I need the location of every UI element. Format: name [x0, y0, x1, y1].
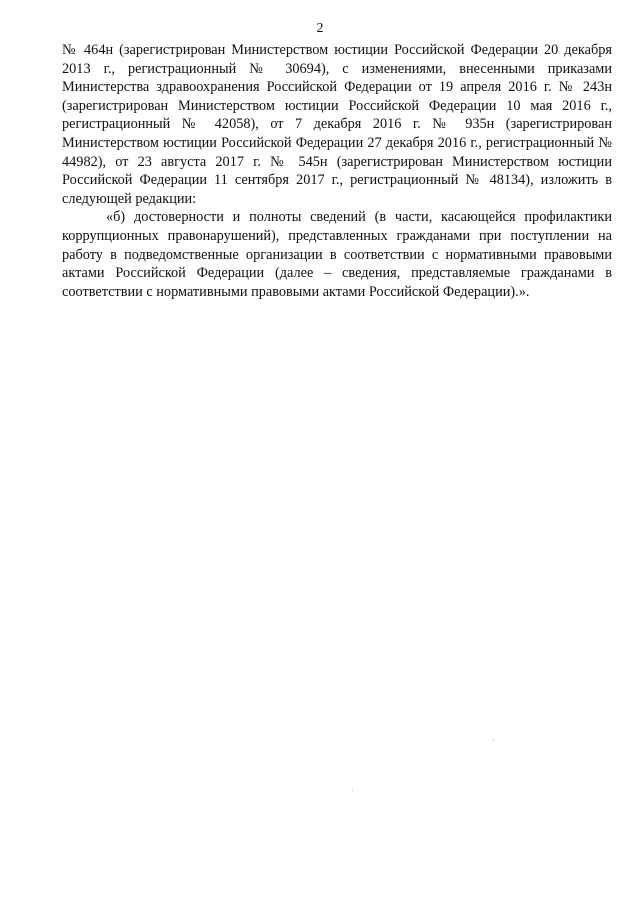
paragraph-continuation: № 464н (зарегистрирован Министерством юстиции Российской Федерации 20 декабря 2013 г., регистрационный № 30694), с изменениями, внесенными приказами Министерства здравоохранения Российской Федерации от 19 апреля 2016 г. № 243н (зарегистрирован Министерством юстиции Российской Федерации 10 мая 2016 г., регистрационный № 42058), от 7 декабря 2016 г. № 935н (зарегистрирован Министерством юстиции Российской Федерации 27 декабря 2016 г., регистрационный № 44982), от 23 августа 2017 г. № 545н (зарегистрирован Министерством юстиции Российской Федерации 11 сентября 2017 г., регистрационный № 48134), изложить в следующей редакции: [62, 42, 612, 207]
scan-speck [352, 790, 353, 791]
scan-speck [493, 740, 494, 741]
page-number: 2 [316, 21, 324, 36]
paragraph-quoted-amendment: «б) достоверности и полноты сведений (в части, касающейся профилактики коррупционных правонарушений), представленных гражданами при поступлении на работу в подведомственные организации в соответствии с нормативными правовыми актами Российской Федерации (далее – сведения, представляемые гражданами в соответствии с нормативными правовыми актами Российской Федерации).». [62, 209, 612, 300]
document-body [62, 41, 612, 301]
